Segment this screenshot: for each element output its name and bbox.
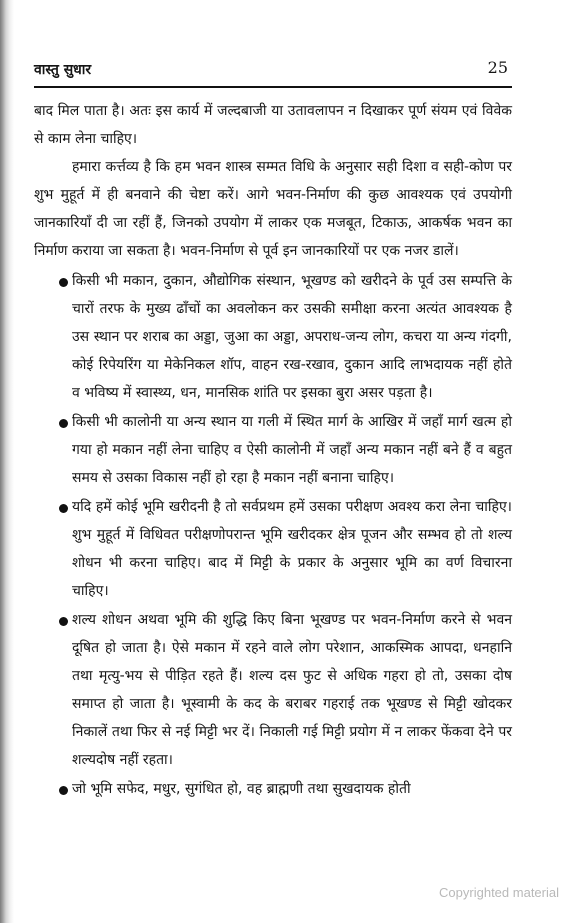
list-item bbox=[34, 408, 512, 492]
paragraph: हमारा कर्त्तव्य है कि हम भवन शास्त्र सम्मत विधि के अनुसार सही दिशा व सही-कोण पर शुभ मुहूर्त में ही बनवाने की चेष्टा करें। आगे भवन-निर्माण की कुछ आवश्यक एवं उपयोगी जानकारियाँ दी जा रहीं हैं, जिनको उपयोग में लाकर एक मजबूत, टिकाऊ, आकर्षक भवन का निर्माण कराया जा सकता है। भवन-निर्माण से पूर्व इन जानकारियों पर एक नजर डालें। bbox=[34, 159, 512, 259]
list-item-text: जो भूमि सफेद, मधुर, सुगंधित हो, वह ब्राह्मणी तथा सुखदायक होती bbox=[72, 781, 411, 797]
page-number: 25 bbox=[487, 58, 508, 77]
page-body bbox=[34, 97, 512, 804]
header-rule bbox=[34, 86, 512, 88]
bullet-list bbox=[34, 267, 512, 803]
page-header bbox=[34, 58, 512, 84]
book-spine-shadow bbox=[0, 0, 14, 923]
running-title: वास्तु सुधार bbox=[34, 62, 92, 78]
list-item bbox=[34, 493, 512, 605]
list-item bbox=[34, 267, 512, 407]
bullet-icon bbox=[59, 419, 68, 428]
list-item bbox=[34, 606, 512, 774]
list-item-text: शल्य शोधन अथवा भूमि की शुद्धि किए बिना भूखण्ड पर भवन-निर्माण करने से भवन दूषित हो जाता है। ऐसे मकान में रहने वाले लोग परेशान, आकस्मिक आपदा, धनहानि तथा मृत्यु-भय से पीड़ित रहते हैं। शल्य दस फुट से अधिक गहरा हो तो, उसका दोष समाप्त हो जाता है। भूस्वामी के कद के बराबर गहराई तक भूखण्ड से मिट्टी खोदकर निकालें तथा फिर से नई मिट्टी भर दें। निकाली गई मिट्टी प्रयोग में न लाकर फेंकवा देने पर शल्यदोष नहीं रहता। bbox=[72, 612, 512, 768]
copyright-watermark: Copyrighted material bbox=[439, 885, 559, 900]
bullet-icon bbox=[59, 278, 68, 287]
bullet-icon bbox=[59, 504, 68, 513]
bullet-icon bbox=[59, 617, 68, 626]
list-item-text: किसी भी मकान, दुकान, औद्योगिक संस्थान, भूखण्ड को खरीदने के पूर्व उस सम्पत्ति के चारों तरफ के मुख्य ढाँचों का अवलोकन कर उसकी समीक्षा करना अत्यंत आवश्यक है उस स्थान पर शराब का अड्डा, जुआ का अड्डा, अपराध-जन्य लोग, कचरा या अन्य गंदगी, कोई रिपेयरिंग या मेकेनिकल शॉप, वाहन रख-रखाव, दुकान आदि लाभदायक नहीं होते व भविष्य में स्वास्थ्य, धन, मानसिक शांति पर इसका बुरा असर पड़ता है। bbox=[72, 273, 512, 401]
list-item bbox=[34, 775, 512, 803]
list-item-text: यदि हमें कोई भूमि खरीदनी है तो सर्वप्रथम हमें उसका परीक्षण अवश्य करा लेना चाहिए। शुभ मुहूर्त में विधिवत परीक्षणोपरान्त भूमि खरीदकर क्षेत्र पूजन और सम्भव हो तो शल्य शोधन भी करना चाहिए। बाद में मिट्टी के प्रकार के अनुसार भूमि का वर्ण विचारना चाहिए। bbox=[72, 499, 512, 599]
bullet-icon bbox=[59, 786, 68, 795]
paragraph: बाद मिल पाता है। अतः इस कार्य में जल्दबाजी या उतावलापन न दिखाकर पूर्ण संयम एवं विवेक से काम लेना चाहिए। bbox=[34, 103, 512, 147]
list-item-text: किसी भी कालोनी या अन्य स्थान या गली में स्थित मार्ग के आखिर में जहाँ मार्ग खत्म हो गया हो मकान नहीं लेना चाहिए व ऐसी कालोनी में जहाँ अन्य मकान नहीं बने हैं व बहुत समय से उसका विकास नहीं हो रहा है मकान नहीं बनाना चाहिए। bbox=[72, 414, 512, 486]
